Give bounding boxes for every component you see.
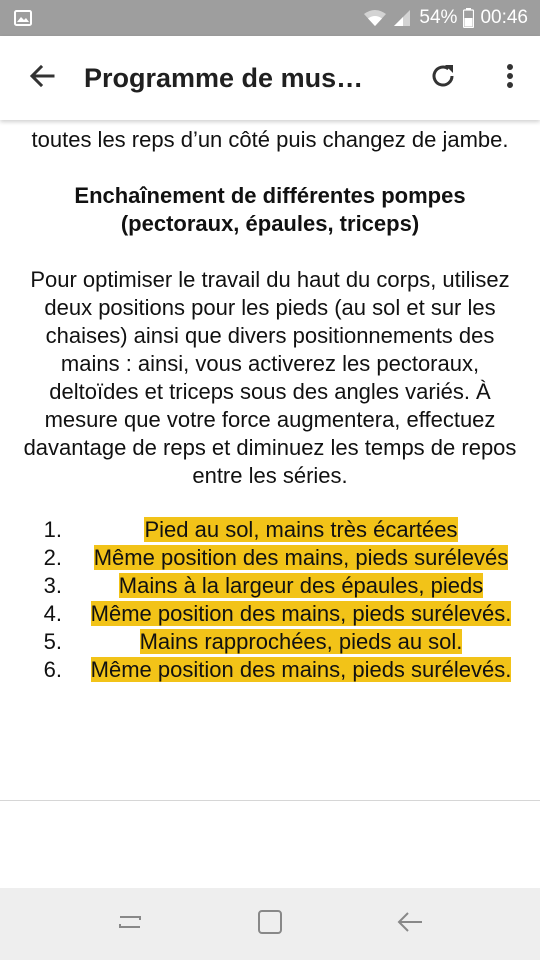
wifi-icon bbox=[363, 9, 387, 27]
more-vert-icon bbox=[506, 63, 514, 94]
list-item bbox=[0, 656, 532, 684]
step-number: 6. bbox=[43, 657, 62, 682]
navigation-bar bbox=[0, 888, 540, 960]
list-item bbox=[0, 572, 532, 600]
intro-text: toutes les reps d’un côté puis changez de jambe. bbox=[31, 127, 509, 152]
status-time: 00:46 bbox=[480, 7, 528, 28]
back-arrow-icon bbox=[29, 64, 55, 93]
step-text: Même position des mains, pieds surélevés bbox=[93, 545, 509, 570]
image-icon bbox=[14, 10, 32, 26]
steps-list bbox=[0, 516, 540, 684]
nav-back-button[interactable] bbox=[380, 894, 440, 954]
refresh-button[interactable] bbox=[406, 36, 480, 120]
step-number: 4. bbox=[43, 601, 62, 626]
refresh-icon bbox=[429, 62, 457, 95]
article-content[interactable] bbox=[0, 98, 540, 800]
step-text: Même position des mains, pieds surélevés. bbox=[90, 601, 512, 626]
step-number: 5. bbox=[43, 629, 62, 654]
list-item bbox=[0, 628, 532, 656]
step-text: Pied au sol, mains très écartées bbox=[144, 517, 458, 542]
more-options-button[interactable] bbox=[480, 36, 540, 120]
step-number: 3. bbox=[43, 573, 62, 598]
battery-percentage: 54% bbox=[419, 7, 458, 28]
content-divider bbox=[0, 800, 540, 801]
list-item bbox=[0, 544, 532, 572]
battery-icon bbox=[463, 8, 474, 28]
recents-icon bbox=[117, 909, 143, 940]
home-icon bbox=[257, 909, 283, 940]
recents-button[interactable] bbox=[100, 894, 160, 954]
step-text: Même position des mains, pieds surélevés. bbox=[90, 657, 512, 682]
status-bar bbox=[0, 0, 540, 36]
app-bar bbox=[0, 36, 540, 120]
section-heading: Enchaînement de différentes pompes (pectoraux, épaules, triceps) bbox=[74, 183, 466, 236]
back-icon bbox=[396, 910, 424, 939]
list-item bbox=[0, 600, 532, 628]
body-paragraph: Pour optimiser le travail du haut du corps, utilisez deux positions pour les pieds (au sol et sur les chaises) ainsi que divers positionnements des mains : ainsi, vous activerez les pectoraux, deltoïdes et triceps sous des angles variés. À mesure que votre force augmentera, effectuez davantage de reps et diminuez les temps de repos entre les séries. bbox=[23, 267, 517, 488]
step-number: 1. bbox=[43, 517, 62, 542]
list-item bbox=[0, 516, 532, 544]
step-number: 2. bbox=[43, 545, 62, 570]
step-text: Mains à la largeur des épaules, pieds bbox=[118, 573, 484, 598]
home-button[interactable] bbox=[240, 894, 300, 954]
signal-icon bbox=[393, 9, 411, 27]
page-title: Programme de mus… bbox=[84, 62, 364, 93]
step-text: Mains rapprochées, pieds au sol. bbox=[139, 629, 463, 654]
